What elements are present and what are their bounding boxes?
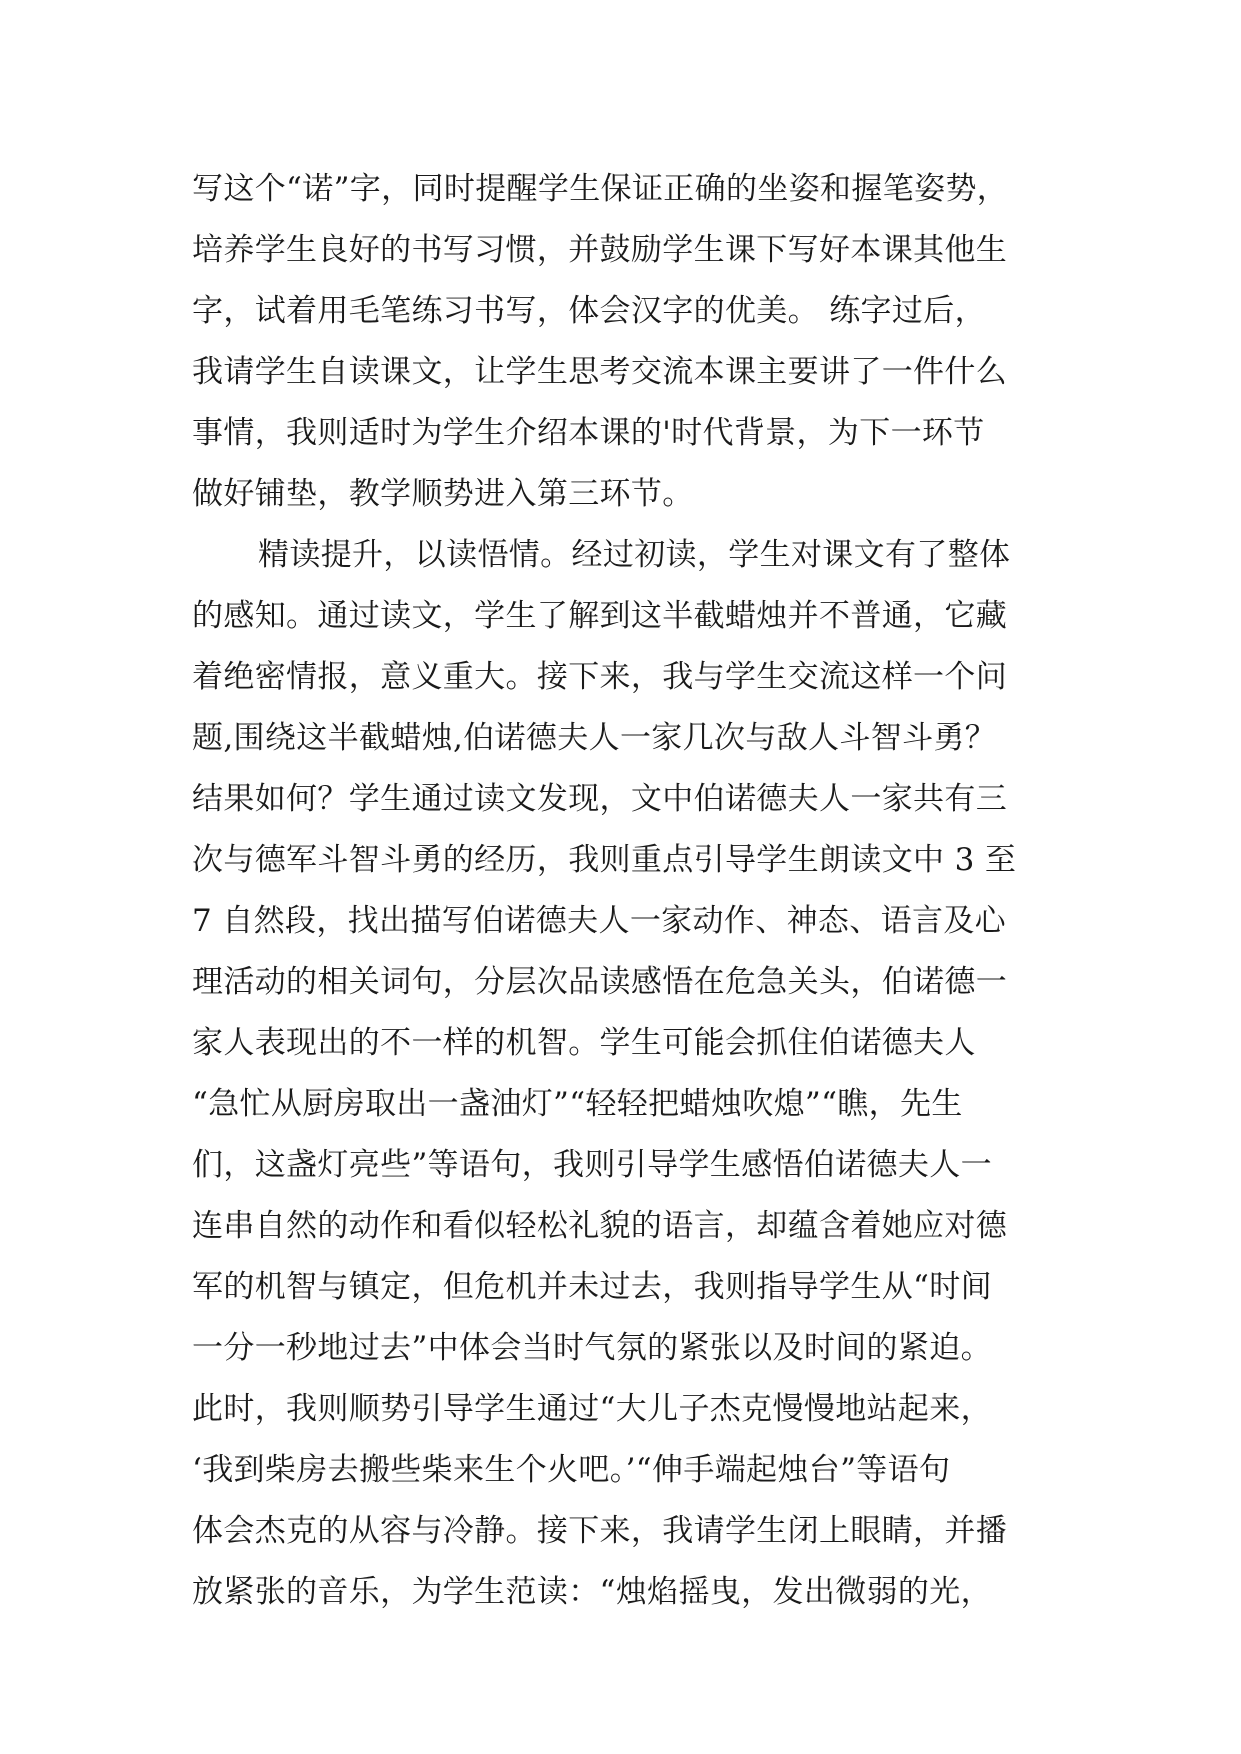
paragraph-first-line: 精读提升，以读悟情。经过初读，学生对课文有了整体: [258, 537, 1011, 573]
text-line: 军的机智与镇定，但危机并未过去，我则指导学生从“时间: [192, 1269, 992, 1305]
text-line: 放紧张的音乐，为学生范读：“烛焰摇曳，发出微弱的光，: [192, 1574, 992, 1610]
text-line: “急忙从厨房取出一盏油灯”“轻轻把蜡烛吹熄”“瞧，先生: [192, 1086, 963, 1122]
text-line: 题,围绕这半截蜡烛,伯诺德夫人一家几次与敌人斗智斗勇？: [192, 720, 997, 756]
text-line: 家人表现出的不一样的机智。学生可能会抓住伯诺德夫人: [192, 1025, 976, 1061]
text-line: 此时，我则顺势引导学生通过“大儿子杰克慢慢地站起来，: [192, 1391, 992, 1427]
document-body: [192, 159, 1072, 1623]
text-line: 一分一秒地过去”中体会当时气氛的紧张以及时间的紧迫。: [192, 1330, 992, 1366]
text-line: ‘我到柴房去搬些柴来生个火吧。’“伸手端起烛台”等语句: [192, 1452, 951, 1488]
text-line: 7 自然段，找出描写伯诺德夫人一家动作、神态、语言及心: [192, 903, 1007, 939]
text-line: 字，试着用毛笔练习书写，体会汉字的优美。 练字过后，: [192, 293, 986, 329]
text-line: 我请学生自读课文，让学生思考交流本课主要讲了一件什么: [192, 354, 1008, 390]
text-line: 理活动的相关词句，分层次品读感悟在危急关头，伯诺德一: [192, 964, 1008, 1000]
text-line: 写这个“诺”字，同时提醒学生保证正确的坐姿和握笔姿势，: [192, 171, 1009, 207]
text-line: 事情，我则适时为学生介绍本课的'时代背景，为下一环节: [192, 415, 985, 451]
text-line: 们，这盏灯亮些”等语句，我则引导学生感悟伯诺德夫人一: [192, 1147, 992, 1183]
text-line: 着绝密情报，意义重大。接下来，我与学生交流这样一个问: [192, 659, 1008, 695]
text-line: 体会杰克的从容与冷静。接下来，我请学生闭上眼睛，并播: [192, 1513, 1008, 1549]
text-line: 次与德军斗智斗勇的经历，我则重点引导学生朗读文中 3 至: [192, 842, 1017, 878]
text-line: 做好铺垫，教学顺势进入第三环节。: [192, 476, 694, 512]
text-line: 连串自然的动作和看似轻松礼貌的语言，却蕴含着她应对德: [192, 1208, 1008, 1244]
text-line: 结果如何？学生通过读文发现，文中伯诺德夫人一家共有三: [192, 781, 1008, 817]
text-line: 培养学生良好的书写习惯，并鼓励学生课下写好本课其他生: [192, 232, 1008, 268]
text-line: 的感知。通过读文，学生了解到这半截蜡烛并不普通，它藏: [192, 598, 1008, 634]
